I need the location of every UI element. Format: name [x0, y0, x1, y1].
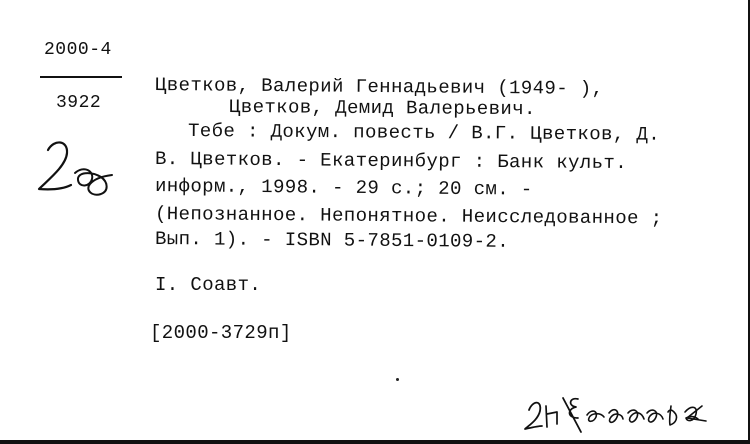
- call-number-divider: [40, 76, 122, 78]
- description-line: (Непознанное. Непонятное. Неисследованное ;: [154, 203, 663, 230]
- handwritten-shelf-mark: [28, 132, 120, 200]
- ink-dot: [396, 378, 399, 381]
- handwritten-footer: [520, 388, 710, 436]
- description-line: В. Цветков. - Екатеринбург : Банк культ.: [154, 148, 628, 175]
- call-number: 2000-4: [44, 40, 112, 60]
- description-line: Тебе : Докум. повесть / В.Г. Цветков, Д.: [187, 120, 661, 146]
- added-entry: I. Соавт.: [155, 274, 262, 296]
- description-line: информ., 1998. - 29 с.; 20 см. -: [154, 175, 533, 201]
- description-line: Цветков, Демид Валерьевич.: [228, 96, 536, 121]
- card-bottom-edge: [0, 440, 750, 442]
- description-line: Цветков, Валерий Геннадьевич (1949- ),: [154, 74, 604, 100]
- inventory-number: [2000-3729п]: [150, 322, 292, 344]
- description-line: Вып. 1). - ISBN 5-7851-0109-2.: [154, 228, 510, 253]
- author-mark: 3922: [56, 93, 102, 113]
